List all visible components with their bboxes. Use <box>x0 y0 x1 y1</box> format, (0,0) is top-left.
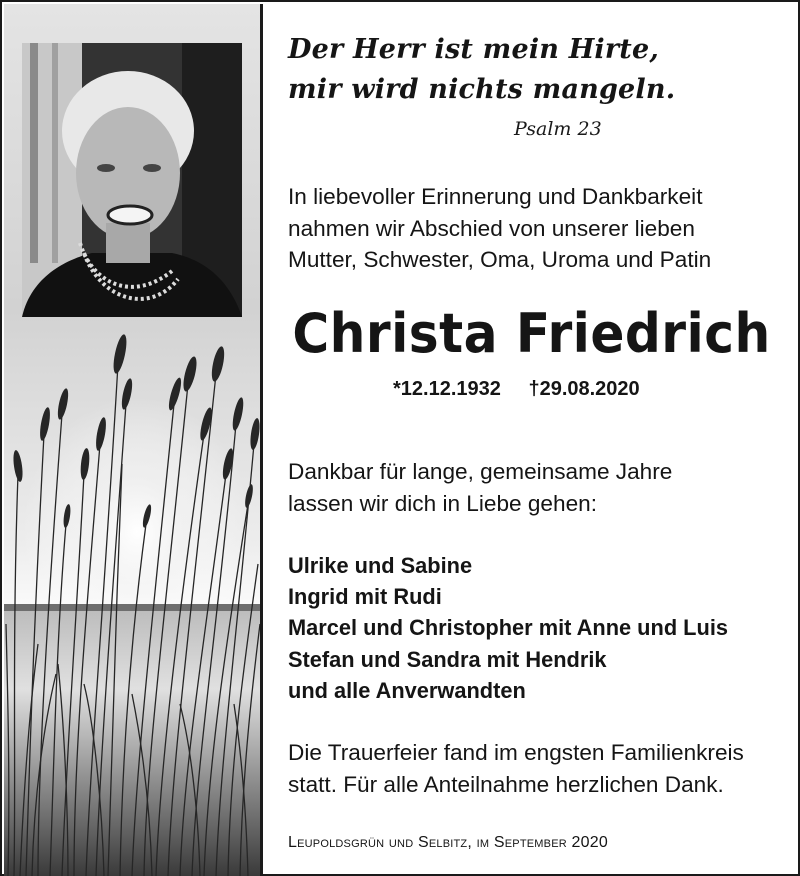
farewell-line: lassen wir dich in Liebe gehen: <box>288 490 597 516</box>
place-and-date: Leupoldsgrün und Selbitz, im September 2020 <box>288 834 608 851</box>
psalm-quote-line: Der Herr ist mein Hirte, <box>288 34 659 65</box>
mourner-entry: Ingrid mit Rudi <box>288 584 442 610</box>
mourner-entry: Stefan und Sandra mit Hendrik <box>288 646 607 672</box>
funeral-service-note <box>288 737 798 800</box>
intro-line: nahmen wir Abschied von unserer lieben <box>288 215 695 241</box>
psalm-quote-line: mir wird nichts mangeln. <box>288 74 676 105</box>
reed-landscape-image <box>4 4 260 876</box>
birth-date: *12.12.1932 <box>393 378 501 400</box>
mourner-entry: Ulrike und Sabine <box>288 553 473 578</box>
mourners-list <box>288 550 798 706</box>
farewell-line: Dankbar für lange, gemeinsame Jahre <box>288 459 673 484</box>
deceased-name: Christa Friedrich <box>292 302 771 365</box>
mourner-entry: und alle Anverwandten <box>288 677 526 703</box>
intro-text <box>288 181 788 276</box>
life-dates <box>393 378 640 401</box>
mourner-entry: Marcel und Christopher mit Anne und Luis <box>288 615 728 641</box>
psalm-quote <box>288 30 788 110</box>
service-line: Die Trauerfeier fand im engsten Familienkreis <box>288 740 744 765</box>
psalm-reference: Psalm 23 <box>514 118 602 140</box>
service-line: statt. Für alle Anteilnahme herzlichen Dank. <box>288 771 724 797</box>
intro-line: Mutter, Schwester, Oma, Uroma und Patin <box>288 247 712 272</box>
farewell-text <box>288 456 788 519</box>
portrait-photo <box>22 43 242 317</box>
death-date: †29.08.2020 <box>528 378 640 400</box>
notice-text-column <box>263 4 800 876</box>
intro-line: In liebevoller Erinnerung und Dankbarkeit <box>288 184 703 209</box>
